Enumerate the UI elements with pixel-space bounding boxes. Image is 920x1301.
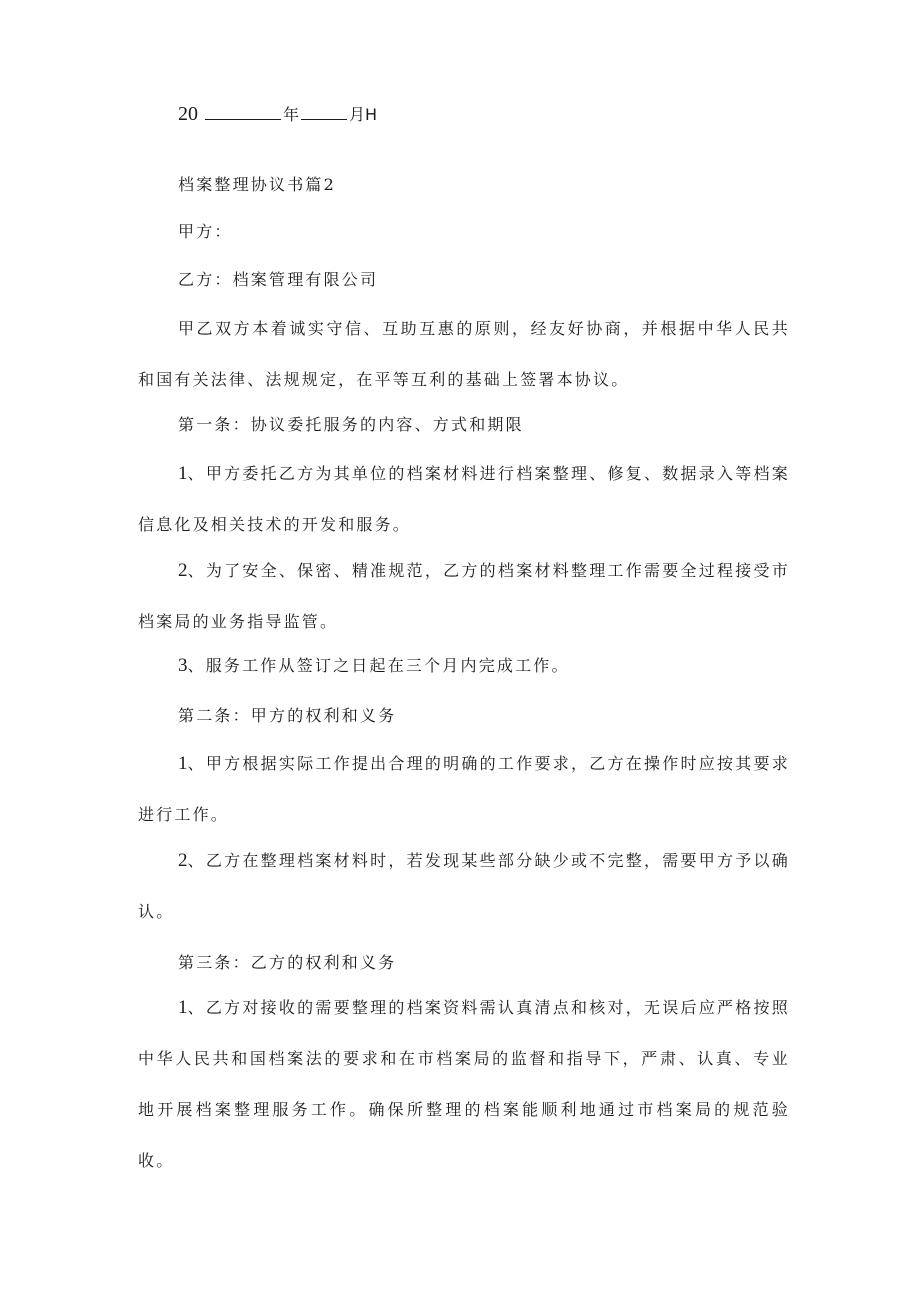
article2-item-2 bbox=[138, 835, 790, 937]
item-text: 、为了安全、保密、精准规范，乙方的档案材料整理工作需要全过程接受市档案局的业务指导监管。 bbox=[138, 561, 790, 631]
document-title: 档案整理协议书篇2 bbox=[178, 175, 336, 194]
article2-heading: 第二条：甲方的权利和义务 bbox=[178, 706, 397, 725]
item-number: 1 bbox=[178, 463, 188, 484]
item-text: 、服务工作从签订之日起在三个月内完成工作。 bbox=[187, 656, 570, 675]
month-label: 月H bbox=[349, 105, 378, 124]
year-prefix: 20 bbox=[178, 103, 198, 125]
party-a: 甲方： bbox=[178, 222, 233, 241]
item-text: 、甲方根据实际工作提出合理的明确的工作要求，乙方在操作时应按其要求进行工作。 bbox=[138, 754, 790, 824]
article1-item-1 bbox=[138, 448, 790, 550]
item-number: 2 bbox=[178, 560, 188, 581]
party-b: 乙方：档案管理有限公司 bbox=[178, 270, 379, 289]
item-number: 1 bbox=[178, 753, 188, 774]
item-number: 3 bbox=[178, 655, 188, 676]
item-text: 、乙方对接收的需要整理的档案资料需认真清点和核对，无误后应严格按照中华人民共和国档案法的要求和在市档案局的监督和指导下，严肃、认真、专业地开展档案整理服务工作。确保所整理的档案能顺利地通过市档案局的规范验收。 bbox=[138, 998, 790, 1170]
year-label: 年 bbox=[283, 105, 300, 124]
article1-item-2 bbox=[138, 545, 790, 647]
item-text: 、乙方在整理档案材料时，若发现某些部分缺少或不完整，需要甲方予以确认。 bbox=[138, 851, 790, 921]
article3-item-1 bbox=[138, 982, 790, 1186]
item-number: 2 bbox=[178, 850, 188, 871]
year-blank bbox=[205, 100, 281, 120]
article3-heading: 第三条：乙方的权利和义务 bbox=[178, 953, 397, 972]
article1-item-3 bbox=[138, 640, 790, 691]
article2-item-1 bbox=[138, 738, 790, 840]
intro-paragraph: 甲乙双方本着诚实守信、互助互惠的原则，经友好协商，并根据中华人民共和国有关法律、法规规定，在平等互利的基础上签署本协议。 bbox=[138, 319, 790, 389]
item-number: 1 bbox=[178, 997, 188, 1018]
article1-heading: 第一条：协议委托服务的内容、方式和期限 bbox=[178, 415, 524, 434]
item-text: 、甲方委托乙方为其单位的档案材料进行档案整理、修复、数据录入等档案信息化及相关技术的开发和服务。 bbox=[138, 464, 790, 534]
date-line bbox=[178, 100, 377, 129]
month-blank bbox=[301, 100, 347, 120]
